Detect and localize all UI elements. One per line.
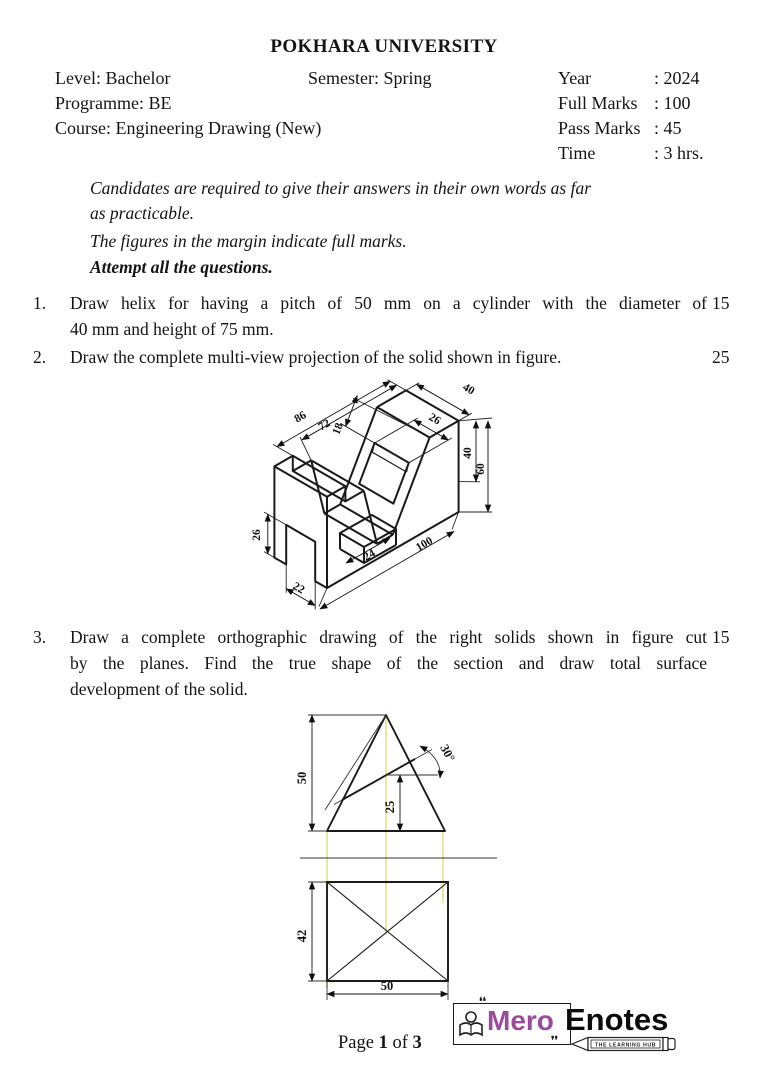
page-indicator: Page 1 of 3 <box>338 1033 422 1053</box>
solid-inner-edges <box>372 443 409 472</box>
figure-isometric-solid <box>240 373 540 623</box>
front-view-thin-lines <box>308 715 438 831</box>
page-title: POKHARA UNIVERSITY <box>270 36 498 57</box>
quote-close-icon: ❜❜ <box>551 1035 559 1047</box>
year-label: Year <box>558 68 592 88</box>
logo-enotes-text: Enotes <box>565 1002 669 1037</box>
instruction-candidates: Candidates are required to give their answers in their own words as far as practicable. <box>90 178 592 223</box>
dim-30deg: 30° <box>437 742 458 765</box>
meroenotes-logo <box>453 996 678 1054</box>
programme-field: Programme: BE <box>55 93 172 113</box>
projection-lines <box>327 715 443 988</box>
dim-100: 100 <box>414 534 435 554</box>
year-value: : 2024 <box>654 68 700 88</box>
pass-marks-field <box>558 118 682 139</box>
question-1-text: Draw helix for having a pitch of 50 mm on a cylinder with the diameter of 40 mm and height of 75 mm. <box>70 293 707 339</box>
full-marks-field <box>558 93 691 114</box>
reader-icon <box>456 1009 486 1039</box>
dim-26-notch: 26 <box>251 529 263 541</box>
level-field: Level: Bachelor <box>55 68 171 88</box>
question-2-number: 2. <box>33 347 47 367</box>
full-marks-label: Full Marks <box>558 93 638 113</box>
question-3-number: 3. <box>33 627 47 647</box>
page-total: 3 <box>412 1033 422 1053</box>
dim-26-top: 26 <box>426 411 443 428</box>
question-1-marks: 15 <box>712 293 730 313</box>
question-1-number: 1. <box>33 293 47 313</box>
dim-72: 72 <box>316 417 333 434</box>
dim-50-top: 50 <box>380 979 394 993</box>
instruction-figures: The figures in the margin indicate full marks. <box>90 231 407 251</box>
time-field <box>558 143 704 164</box>
pencil-banner <box>571 1036 677 1052</box>
quote-open-icon: ❛❛ <box>479 996 487 1008</box>
top-view-diagonals <box>327 882 448 981</box>
question-3-marks: 15 <box>712 627 730 647</box>
dim-22-notch: 22 <box>290 580 307 597</box>
figure-orthographic-views <box>290 698 505 1016</box>
full-marks-value: : 100 <box>654 93 691 113</box>
dim-86: 86 <box>292 409 309 426</box>
dim-60-side: 60 <box>475 463 487 475</box>
pass-marks-label: Pass Marks <box>558 118 641 138</box>
question-2-marks: 25 <box>712 347 730 367</box>
semester-field: Semester: Spring <box>308 68 432 88</box>
page-number: 1 <box>378 1033 388 1053</box>
time-value: : 3 hrs. <box>654 143 704 163</box>
dim-50-front: 50 <box>295 771 309 785</box>
dim-25: 25 <box>383 800 397 814</box>
dim-24: 24 <box>361 547 378 564</box>
dim-18: 18 <box>330 421 346 437</box>
question-2-text: Draw the complete multi-view projection of the solid shown in figure. <box>70 347 562 367</box>
instruction-attempt: Attempt all the questions. <box>90 257 273 277</box>
course-field: Course: Engineering Drawing (New) <box>55 118 322 138</box>
dim-40-side: 40 <box>462 447 474 459</box>
dim-40-top: 40 <box>460 381 477 398</box>
logo-tagline: THE LEARNING HUB <box>594 1042 657 1049</box>
pass-marks-value: : 45 <box>654 118 682 138</box>
dim-42: 42 <box>295 929 309 943</box>
question-3-text: Draw a complete orthographic drawing of the right solids shown in figure cut by the planes. Find the true shape of the section and draw total surface development of the solid. <box>70 627 707 699</box>
logo-mero-text: Mero <box>487 1005 554 1036</box>
year-field <box>558 68 700 89</box>
time-label: Time <box>558 143 596 163</box>
